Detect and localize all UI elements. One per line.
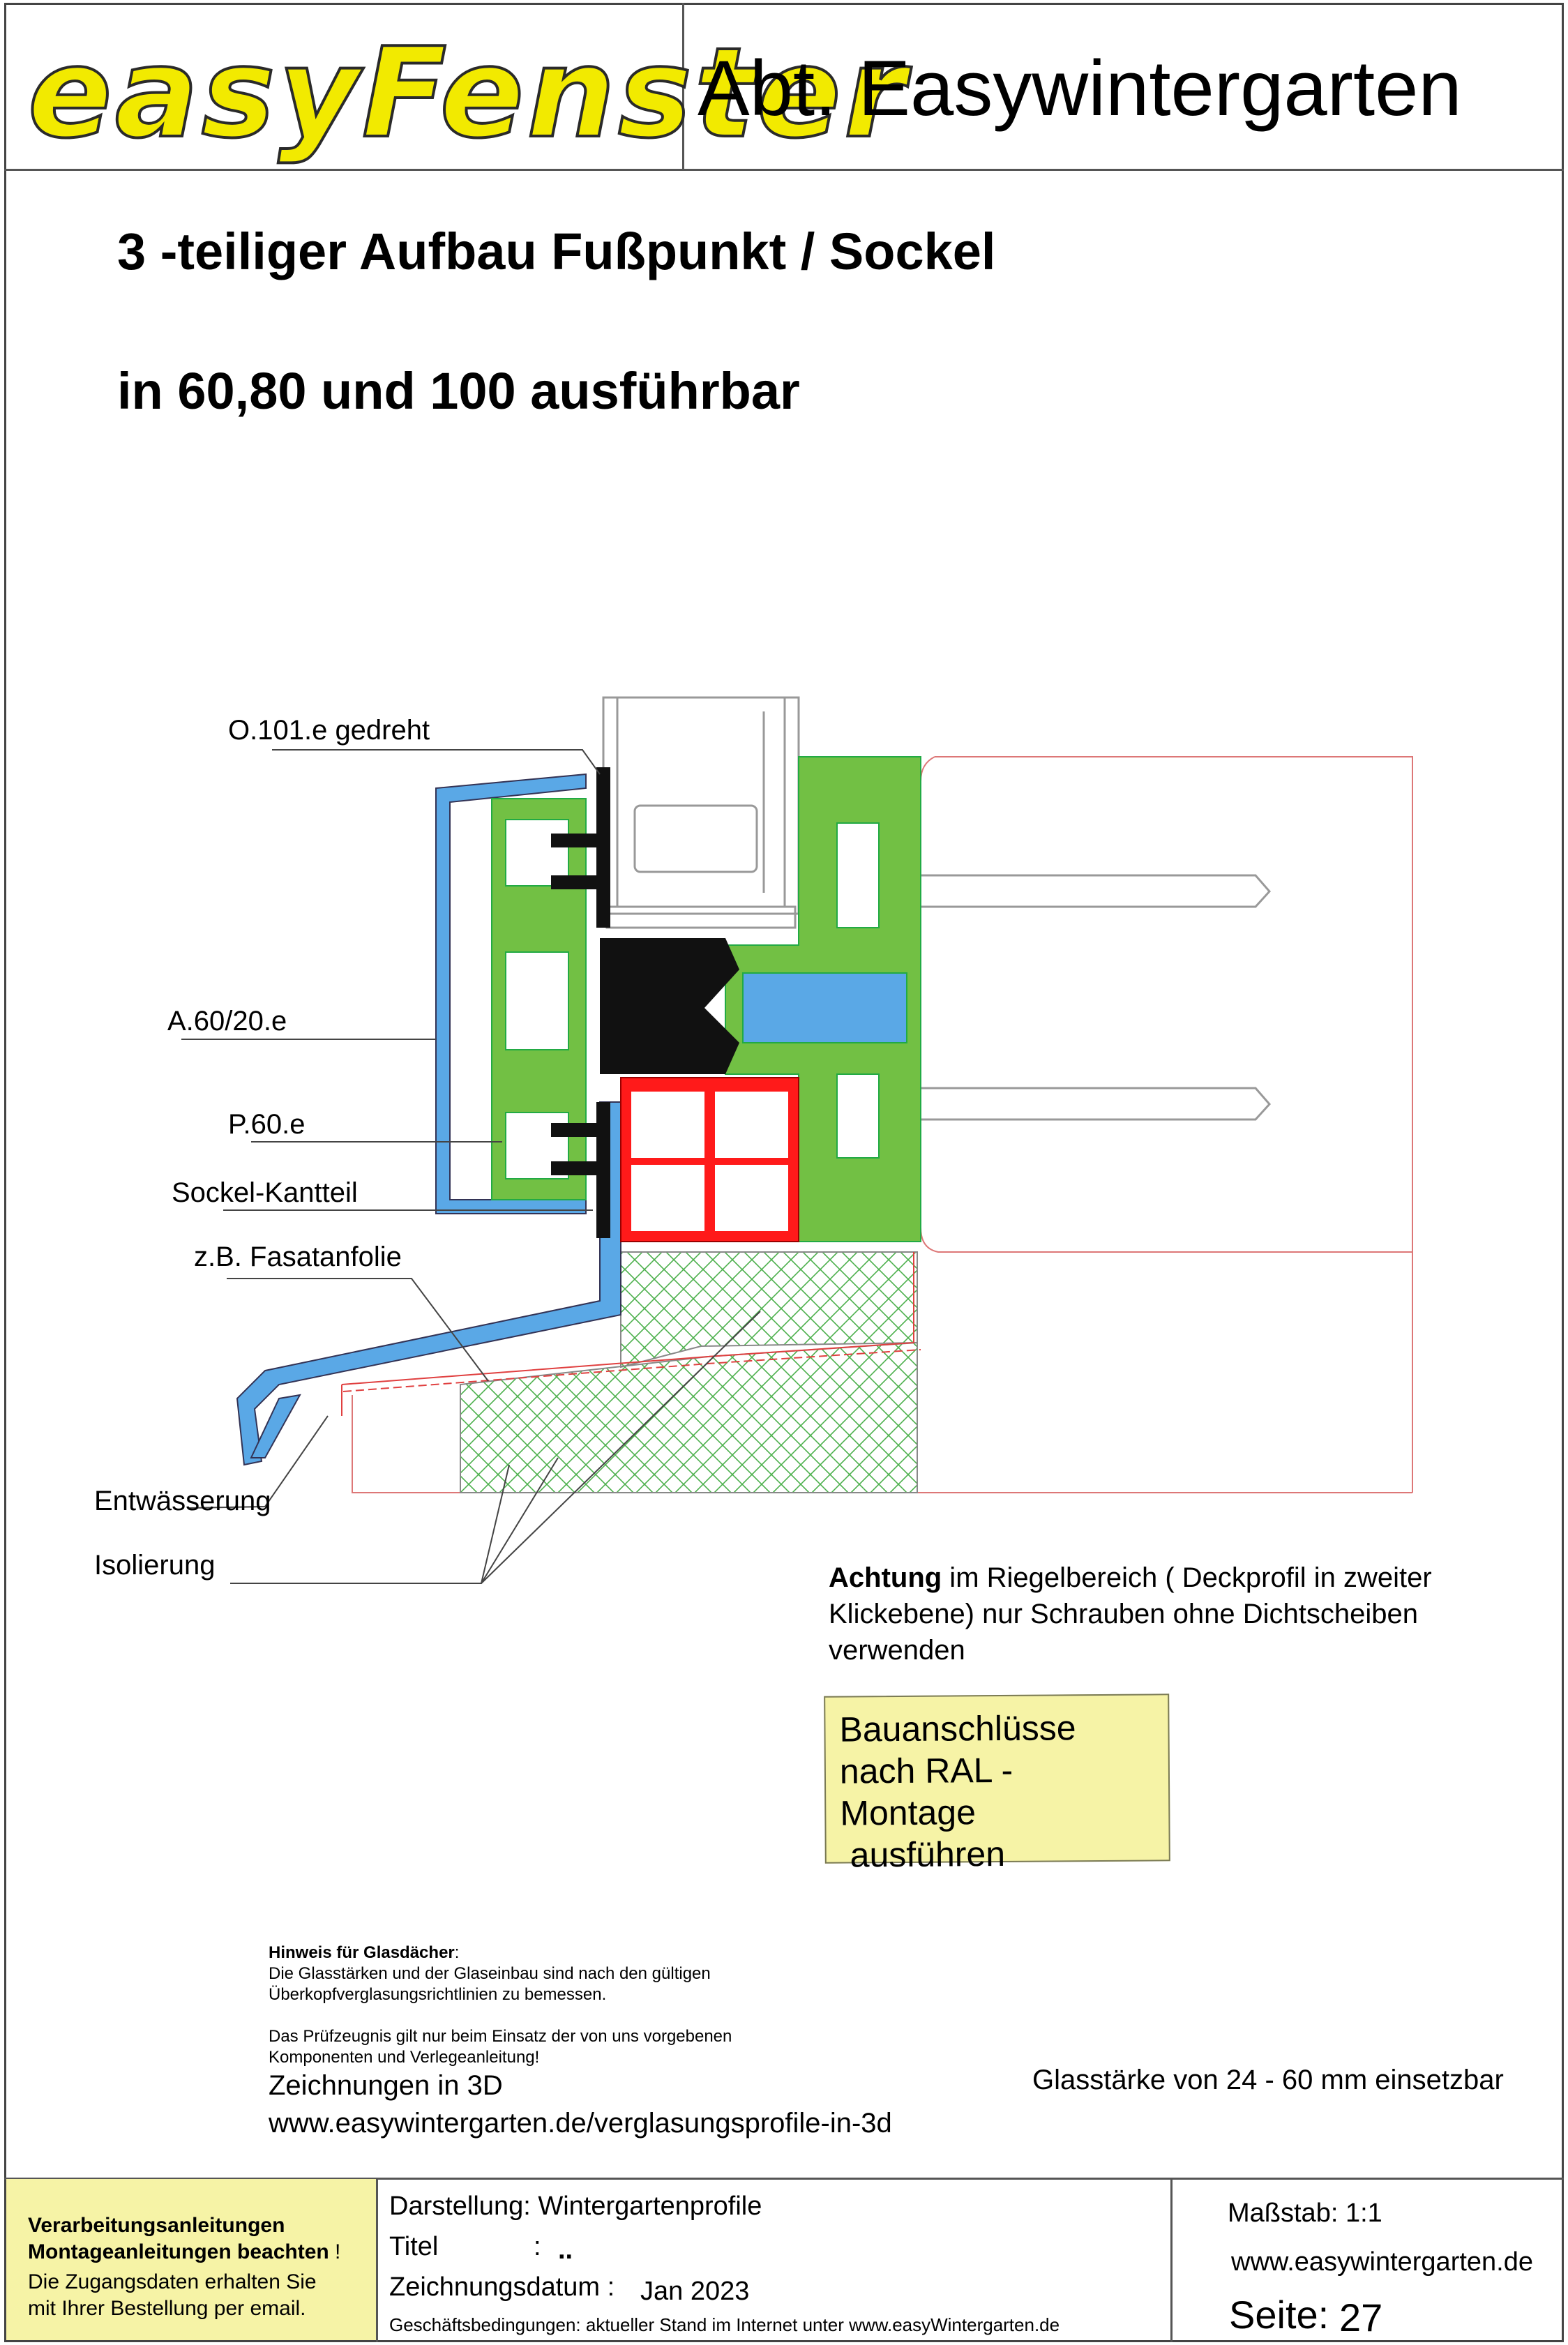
hint-line-1: Die Glasstärken und der Glaseinbau sind nach den gültigen: [269, 1964, 711, 1983]
footer-website[interactable]: www.easywintergarten.de: [1231, 2247, 1533, 2277]
footer-darstellung: Darstellung: Wintergartenprofile: [389, 2192, 762, 2221]
attention-text-2: Klickebene) nur Schrauben ohne Dichtscheiben: [829, 1599, 1418, 1629]
hint-block: Hinweis für Glasdächer: Die Glasstärken und der Glaseinbau sind nach den gültigen Überkopfverglasungsrichtlinien zu bemessen. Das Prüfzeugnis gilt nur beim Einsatz der von uns vorgebenen Komponenten und Verlegeanleitung!: [269, 1943, 732, 2067]
hint-line-4: Komponenten und Verlegeanleitung!: [269, 2048, 540, 2067]
sticky-line-2: nach RAL - Montage: [839, 1750, 1013, 1833]
footer-date-label: Zeichnungsdatum :: [389, 2272, 615, 2302]
footer-notice-line-2: Montageanleitungen beachten: [28, 2240, 329, 2263]
label-o101: O.101.e gedreht: [228, 715, 430, 746]
company-logo: easyFenster: [28, 21, 908, 165]
drawings-3d-label: Zeichnungen in 3D: [269, 2070, 503, 2101]
footer-conditions: Geschäftsbedingungen: aktueller Stand im Internet unter www.easyWintergarten.de: [389, 2314, 1060, 2335]
sticky-line-1: Bauanschlüsse: [839, 1708, 1076, 1749]
green-profile-left: [492, 799, 586, 1200]
footer-page-number: 27: [1339, 2295, 1383, 2339]
sticky-note: [824, 1694, 1170, 1875]
hint-line-3: Das Prüfzeugnis gilt nur beim Einsatz der von uns vorgebenen: [269, 2027, 732, 2046]
glass-thickness-note: Glasstärke von 24 - 60 mm einsetzbar: [1032, 2065, 1504, 2095]
sticky-line-3: ausführen: [840, 1834, 1006, 1875]
footer-titel-colon: :: [534, 2232, 541, 2261]
screws: [921, 875, 1269, 1119]
hint-heading: Hinweis für Glasdächer: [269, 1943, 455, 1962]
label-fasatan: z.B. Fasatanfolie: [194, 1242, 402, 1272]
footer-titel-label: Titel: [389, 2232, 439, 2261]
insulation: [460, 1252, 917, 1493]
label-a60: A.60/20.e: [167, 1006, 287, 1036]
label-p60: P.60.e: [228, 1109, 306, 1140]
glass-unit: [603, 698, 799, 928]
footer-notice-line-4: mit Ihrer Bestellung per email.: [28, 2297, 306, 2320]
footer-date-value: Jan 2023: [640, 2277, 750, 2306]
label-sockel: Sockel-Kantteil: [172, 1177, 358, 1208]
drawings-3d-url[interactable]: www.easywintergarten.de/verglasungsprofile-in-3d: [269, 2108, 892, 2139]
hint-line-2: Überkopfverglasungsrichtlinien zu bemessen.: [269, 1985, 607, 2004]
label-entwaesserung: Entwässerung: [94, 1486, 271, 1516]
drawing-title: 3 -teiliger Aufbau Fußpunkt / Sockel: [117, 223, 996, 280]
footer-scale: Maßstab: 1:1: [1228, 2199, 1382, 2228]
footer-page-label: Seite:: [1229, 2293, 1329, 2337]
drawing-subtitle: in 60,80 und 100 ausführbar: [117, 362, 800, 420]
attention-bold: Achtung: [829, 1562, 942, 1593]
attention-note: [829, 1560, 1432, 1668]
footer-notice: [28, 2212, 340, 2322]
footer-notice-line-1: Verarbeitungsanleitungen: [28, 2214, 285, 2237]
attention-text-1: im Riegelbereich ( Deckprofil in zweiter: [942, 1562, 1432, 1593]
label-isolierung: Isolierung: [94, 1550, 216, 1581]
footer-titel-value: ..: [558, 2235, 573, 2265]
attention-text-3: verwenden: [829, 1635, 965, 1666]
footer-notice-excl: !: [329, 2240, 341, 2263]
footer-notice-line-3: Die Zugangsdaten erhalten Sie: [28, 2270, 317, 2293]
red-profile: [621, 1078, 799, 1242]
department-title: Abt. Easywintergarten: [698, 45, 1462, 132]
